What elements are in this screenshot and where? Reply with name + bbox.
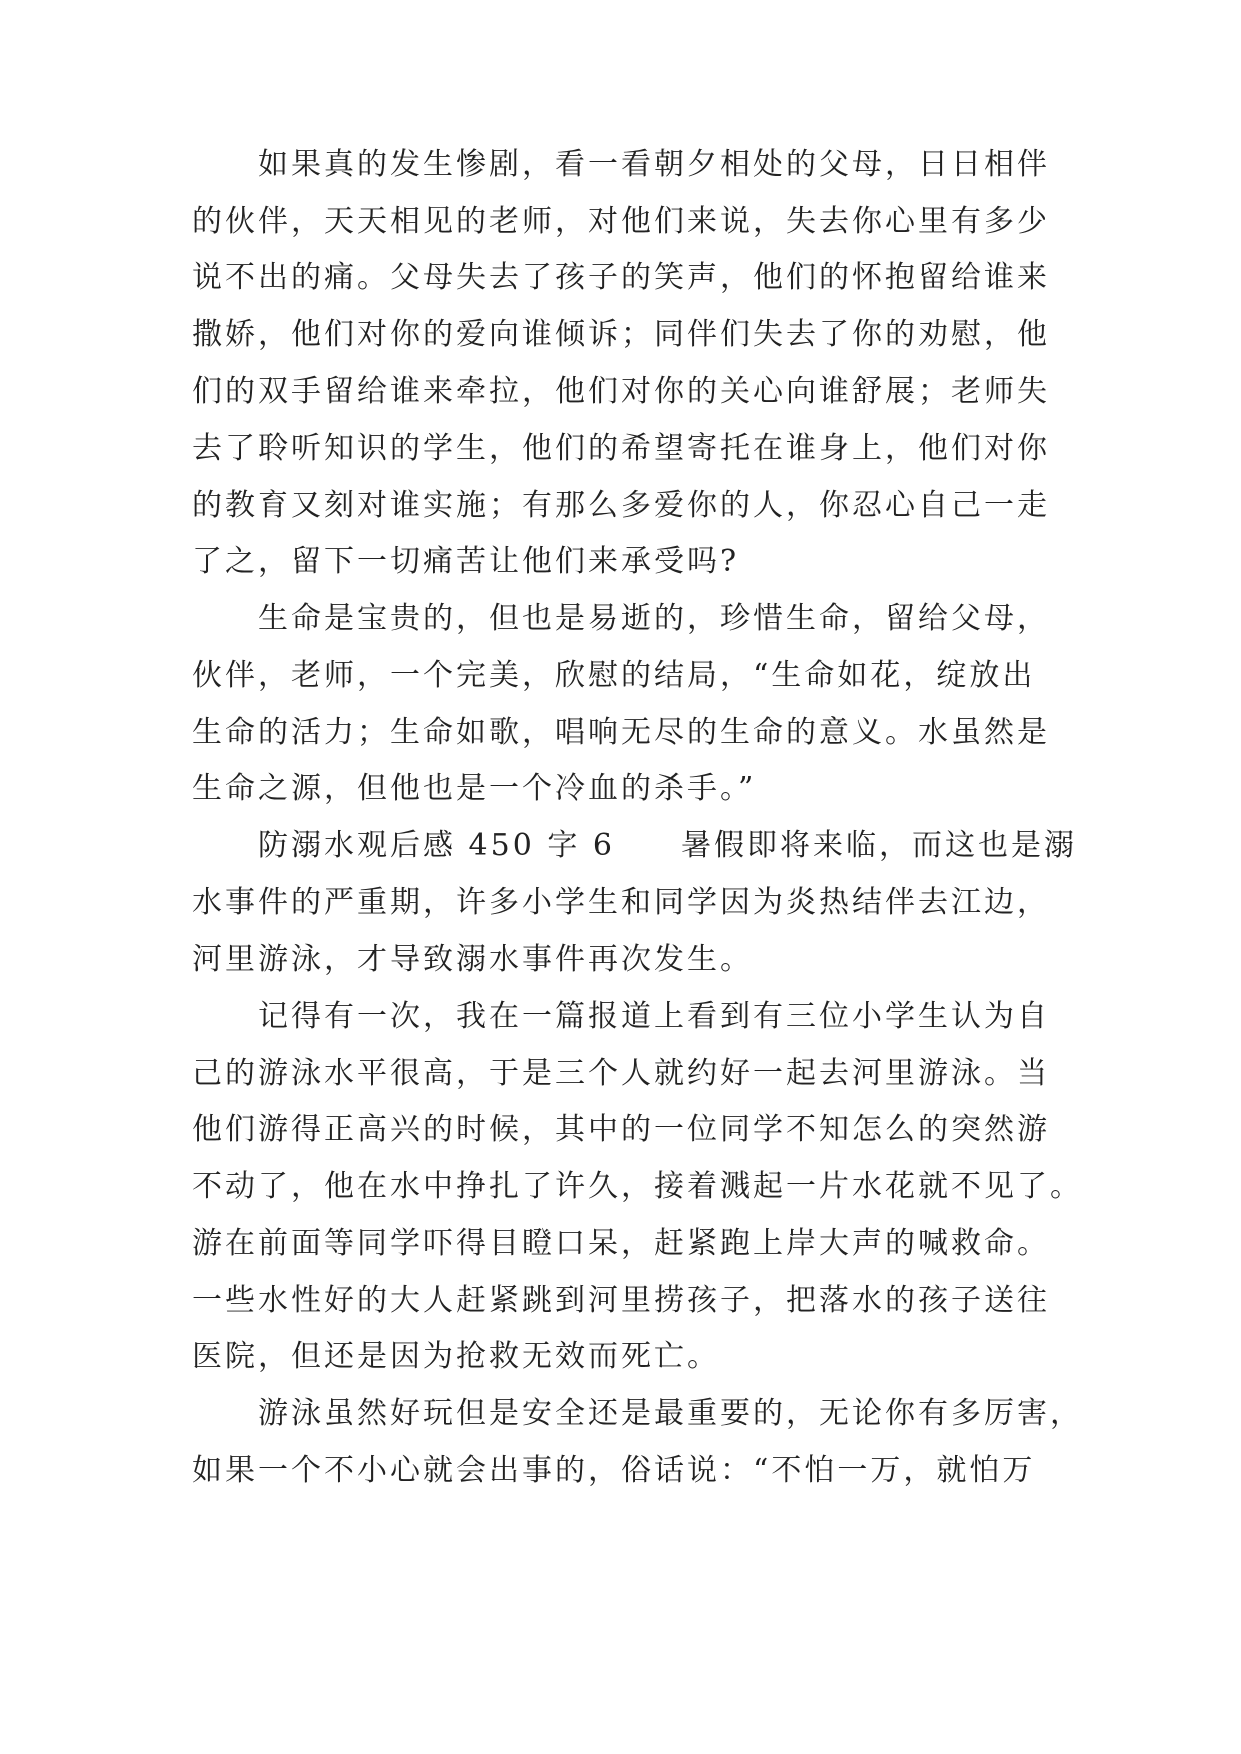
text-line: 一些水性好的大人赶紧跳到河里捞孩子，把落水的孩子送往 — [192, 1283, 1050, 1318]
text-line: 生命是宝贵的，但也是易逝的，珍惜生命，留给父母， — [192, 601, 1050, 636]
text-line: 不动了，他在水中挣扎了许久，接着溅起一片水花就不见了。 — [192, 1169, 1083, 1204]
text-line: 们的双手留给谁来牵拉，他们对你的关心向谁舒展；老师失 — [192, 374, 1050, 409]
text-line: 的伙伴，天天相见的老师，对他们来说，失去你心里有多少 — [192, 204, 1050, 239]
text-line: 己的游泳水平很高，于是三个人就约好一起去河里游泳。当 — [192, 1056, 1050, 1091]
text-line: 说不出的痛。父母失去了孩子的笑声，他们的怀抱留给谁来 — [192, 260, 1050, 295]
text-line: 游泳虽然好玩但是安全还是最重要的，无论你有多厉害， — [192, 1396, 1083, 1431]
text-line: 了之，留下一切痛苦让他们来承受吗? — [192, 544, 740, 579]
text-line: 去了聆听知识的学生，他们的希望寄托在谁身上，他们对你 — [192, 431, 1050, 466]
text-line: 游在前面等同学吓得目瞪口呆，赶紧跑上岸大声的喊救命。 — [192, 1226, 1050, 1261]
text-line: 如果真的发生惨剧，看一看朝夕相处的父母，日日相伴 — [192, 147, 1050, 182]
text-line: 撒娇，他们对你的爱向谁倾诉；同伴们失去了你的劝慰，他 — [192, 317, 1050, 352]
text-line: 生命之源，但他也是一个冷血的杀手。” — [192, 771, 757, 806]
text-line: 防溺水观后感 450 字 6 暑假即将来临，而这也是溺 — [192, 828, 1077, 863]
text-line: 医院，但还是因为抢救无效而死亡。 — [192, 1339, 720, 1374]
text-line: 水事件的严重期，许多小学生和同学因为炎热结伴去江边， — [192, 885, 1050, 920]
text-line: 记得有一次，我在一篇报道上看到有三位小学生认为自 — [192, 999, 1050, 1034]
text-line: 如果一个不小心就会出事的，俗话说：“不怕一万，就怕万 — [192, 1453, 1036, 1488]
text-line: 他们游得正高兴的时候，其中的一位同学不知怎么的突然游 — [192, 1112, 1050, 1147]
text-line: 伙伴，老师，一个完美，欣慰的结局，“生命如花，绽放出 — [192, 658, 1036, 693]
text-line: 的教育又刻对谁实施；有那么多爱你的人，你忍心自己一走 — [192, 488, 1050, 523]
text-line: 生命的活力；生命如歌，唱响无尽的生命的意义。水虽然是 — [192, 715, 1050, 750]
text-line: 河里游泳，才导致溺水事件再次发生。 — [192, 942, 753, 977]
